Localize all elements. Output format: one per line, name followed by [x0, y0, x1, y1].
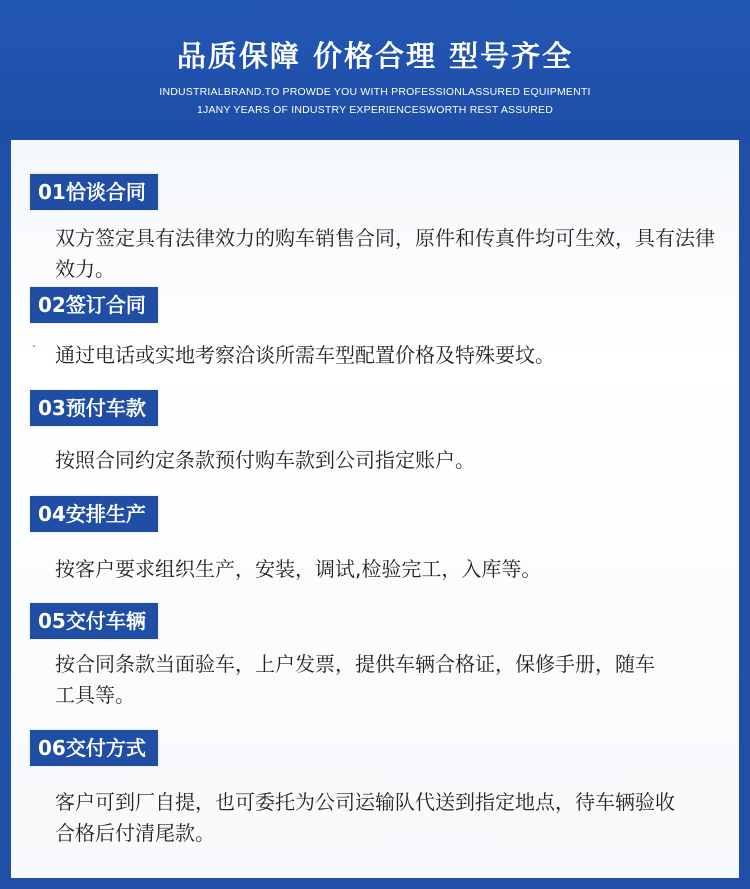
- step-5-description: 按合同条款当面验车，上户发票，提供车辆合格证，保修手册，随车工具等。: [55, 652, 655, 707]
- decorative-dot: [33, 345, 35, 347]
- subtitle-line-2: 1JANY YEARS OF INDUSTRY EXPERIENCESWORTH REST ASSURED: [196, 104, 554, 116]
- step-3-description: 按照合同约定条款预付购车款到公司指定账户。: [55, 448, 475, 472]
- step-1-description: 双方签定具有法律效力的购车销售合同，原件和传真件均可生效，具有法律效力。: [55, 226, 715, 281]
- page-title: 品质保障 价格合理 型号齐全: [176, 39, 574, 73]
- step-4-description: 按客户要求组织生产，安装，调试,检验完工，入库等。: [55, 557, 542, 581]
- step-2-title: 02签订合同: [30, 287, 158, 323]
- step-2-description: 通过电话或实地考察洽谈所需车型配置价格及特殊要坟。: [55, 343, 555, 367]
- content-panel: [11, 140, 739, 878]
- step-6-description: 客户可到厂自提，也可委托为公司运输队代送到指定地点，待车辆验收合格后付清尾款。: [55, 790, 675, 845]
- subtitle-line-1: INDUSTRIALBRAND.TO PROWDE YOU WITH PROFESSIONLASSURED EQUIPMENTI: [159, 86, 591, 98]
- step-3-title: 03预付车款: [30, 390, 158, 426]
- step-1-title: 01恰谈合同: [30, 174, 158, 210]
- header-banner: [0, 0, 750, 140]
- step-6-title: 06交付方式: [30, 730, 158, 766]
- step-4-title: 04安排生产: [30, 496, 158, 532]
- step-5-title: 05交付车辆: [30, 603, 158, 639]
